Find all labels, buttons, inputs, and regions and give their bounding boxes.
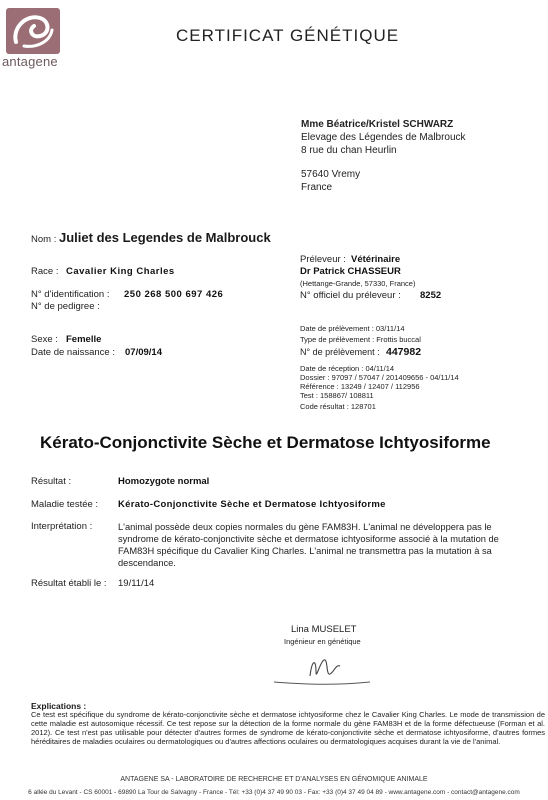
explications-text: Ce test est spécifique du syndrome de kérato-conjonctivite sèche et dermatose ichtyosiforme chez le Cavalier King Charles. Le mode de transmission de cette maladie est autosomique récessif. Ce test repose sur la détection de la forme normale du gène FAM83H et de la forme défectueuse (Forman et al. 2012). Ce test n'est pas utilisable pour détecter d'autres formes de syndrome de kérato-conjonctivite sèche et dermatose ichtyosiforme, d'autres formes héréditaires de maladies oculaires ou dermatologiques ou d'autres affections oculaires ou dermatologiques acquises durant la vie de l'animal. — [31, 710, 545, 746]
nom-label: Nom : — [31, 234, 57, 245]
signer-title: Ingénieur en génétique — [284, 637, 361, 646]
swirl-icon — [6, 8, 60, 54]
interp-text: L'animal possède deux copies normales du gène FAM83H. L'animal ne développera pas le syndrome de kérato-conjonctivite sèche et dermatose ichtyosiforme associé à la mutation de FAM83H spécifique du Cavalier King Charles. L'animal ne transmettra pas la mutation à sa descendance. — [118, 522, 499, 568]
preleveur-place: (Hettange-Grande, 57330, France) — [300, 279, 416, 288]
dossier: Dossier : 97097 / 57047 / 201409656 - 04/11/14 — [300, 373, 459, 382]
reference: Référence : 13249 / 12407 / 112956 — [300, 382, 420, 391]
owner-country: France — [301, 182, 333, 193]
test-numbers: Test : 158867/ 108811 — [300, 391, 374, 400]
dob-label: Date de naissance : — [31, 347, 115, 358]
num-prelevement-label: N° de prélèvement : — [300, 347, 380, 357]
preleveur-label: Préleveur : — [300, 254, 346, 265]
owner-city: 57640 Vremy — [301, 169, 361, 180]
sexe-label: Sexe : — [31, 334, 58, 345]
date-result-label: Résultat établi le : — [31, 578, 107, 589]
num-prelevement-value: 447982 — [386, 346, 422, 358]
owner-line3: 8 rue du chan Heurlin — [301, 145, 397, 156]
logo-text: antagene — [2, 54, 58, 69]
type-prelevement: Type de prélèvement : Frottis buccal — [300, 335, 421, 344]
page-title: CERTIFICAT GÉNÉTIQUE — [176, 26, 400, 45]
id-value: 250 268 500 697 426 — [124, 289, 224, 300]
test-title: Kérato-Conjonctivite Sèche et Dermatose Ichtyosiforme — [40, 433, 491, 452]
official-label: N° officiel du préleveur : — [300, 290, 401, 301]
date-result-value: 19/11/14 — [118, 578, 155, 589]
date-prelevement: Date de prélèvement : 03/11/14 — [300, 324, 405, 333]
id-label: N° d'identification : — [31, 289, 110, 300]
resultat-value: Homozygote normal — [118, 476, 210, 487]
signer-name: Lina MUSELET — [291, 624, 357, 635]
signature-scribble — [270, 652, 380, 692]
explications-heading: Explications : — [31, 701, 87, 711]
dob-value: 07/09/14 — [125, 347, 162, 358]
resultat-label: Résultat : — [31, 476, 72, 487]
footer-address: 6 allée du Levant - CS 60001 - 69890 La Tour de Salvagny - France - Tél: +33 (0)4 37 49 90 03 - Fax: +33 (0)4 37 49 04 89 - www.antagene.com - contact@antagene.com — [28, 789, 520, 796]
date-reception: Date de réception : 04/11/14 — [300, 364, 395, 373]
sexe-value: Femelle — [66, 334, 102, 345]
code-resultat: Code résultat : 128701 — [300, 402, 376, 411]
preleveur-value: Vétérinaire — [351, 254, 401, 265]
preleveur-name: Dr Patrick CHASSEUR — [300, 266, 401, 277]
race-label: Race : — [31, 266, 59, 277]
owner-name: Mme Béatrice/Kristel SCHWARZ — [301, 119, 454, 130]
animal-name: Juliet des Legendes de Malbrouck — [59, 230, 271, 245]
pedigree-label: N° de pedigree : — [31, 301, 100, 312]
footer-company: ANTAGENE SA - LABORATOIRE DE RECHERCHE ET D'ANALYSES EN GÉNOMIQUE ANIMALE — [120, 776, 428, 783]
interp-label: Interprétation : — [31, 521, 93, 532]
race-value: Cavalier King Charles — [66, 266, 175, 277]
owner-line2: Elevage des Légendes de Malbrouck — [301, 132, 466, 143]
maladie-label: Maladie testée : — [31, 499, 99, 510]
maladie-value: Kérato-Conjonctivite Sèche et Dermatose Ichtyosiforme — [118, 499, 386, 510]
antagene-logo-mark — [6, 8, 60, 54]
official-value: 8252 — [420, 290, 442, 301]
